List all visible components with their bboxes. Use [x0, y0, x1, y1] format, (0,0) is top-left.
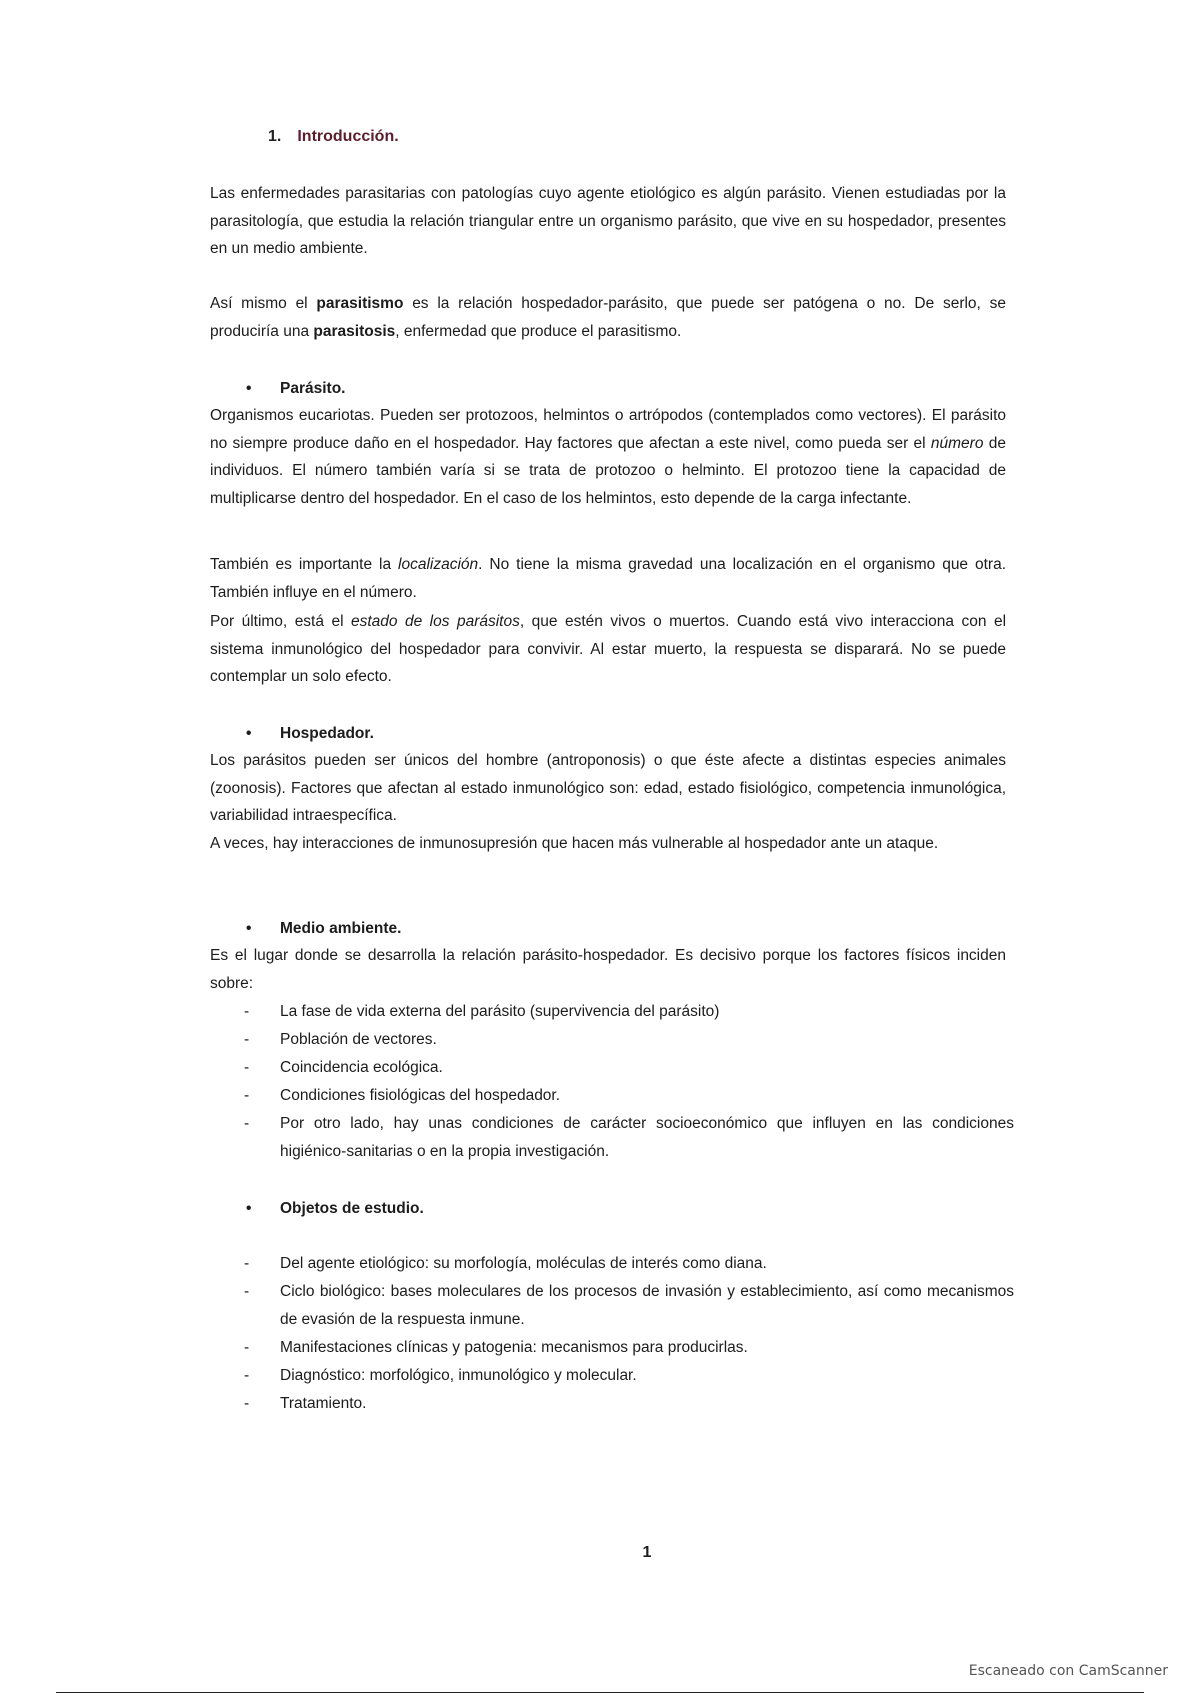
- intro-paragraph-2: Así mismo el parasitismo es la relación hospedador-parásito, que puede ser patógena o no. De serlo, se produciría una parasitosis, enfermedad que produce el parasitismo.: [210, 295, 1006, 340]
- medio-paragraph-1: Es el lugar donde se desarrolla la relación parásito-hospedador. Es decisivo porque los factores físicos inciden sobre:: [210, 947, 1006, 992]
- term-parasitismo: parasitismo: [316, 295, 404, 312]
- list-item: - Condiciones fisiológicas del hospedador.: [244, 1087, 561, 1104]
- bullet-hospedador-title: Hospedador.: [280, 725, 374, 742]
- section-heading: [268, 128, 399, 146]
- bullet-objetos-title: Objetos de estudio.: [280, 1200, 424, 1217]
- bullet-parasito-title: Parásito.: [280, 380, 346, 397]
- list-item: - La fase de vida externa del parásito (supervivencia del parásito): [244, 1003, 720, 1020]
- medio-factor-list: [244, 998, 1014, 1166]
- list-item: - Tratamiento.: [244, 1395, 367, 1412]
- list-item: - Diagnóstico: morfológico, inmunológico y molecular.: [244, 1367, 637, 1384]
- bullet-dot: •: [246, 1200, 252, 1217]
- parasito-paragraph-3: Por último, está el estado de los parásitos, que estén vivos o muertos. Cuando está vivo interacciona con el sistema inmunológico del hospedador para convivir. Al estar muerto, la respuesta se disparará. No se puede contemplar un solo efecto.: [210, 613, 1007, 685]
- bullet-medio-ambiente: [246, 920, 401, 938]
- list-item: - Por otro lado, hay unas condiciones de carácter socioeconómico que influyen en las condiciones higiénico-sanitarias o en la propia investigación.: [244, 1115, 1014, 1160]
- section-title: Introducción.: [297, 128, 399, 145]
- list-item: - Coincidencia ecológica.: [244, 1059, 443, 1076]
- bullet-dot: •: [246, 380, 252, 397]
- bottom-divider: [56, 1692, 1144, 1693]
- page-number: 1: [642, 1544, 652, 1561]
- bullet-objetos: [246, 1200, 424, 1218]
- term-parasitosis: parasitosis: [313, 322, 396, 340]
- hospedador-paragraph-2: A veces, hay interacciones de inmunosupresión que hacen más vulnerable al hospedador ante un ataque.: [210, 835, 939, 852]
- hospedador-paragraph-1: Los parásitos pueden ser únicos del hombre (antroponosis) o que éste afecte a distintas especies animales (zoonosis). Factores que afectan al estado inmunológico son: edad, estado fisiológico, competencia inmunológica, variabilidad intraespecífica.: [210, 752, 1006, 824]
- list-item: - Manifestaciones clínicas y patogenia: mecanismos para producirlas.: [244, 1339, 748, 1356]
- bullet-dot: •: [246, 725, 252, 742]
- bullet-dot: •: [246, 920, 252, 937]
- list-item: - Ciclo biológico: bases moleculares de los procesos de invasión y establecimiento, así como mecanismos de evasión de la respuesta inmune.: [244, 1283, 1014, 1328]
- list-item: - Del agente etiológico: su morfología, moléculas de interés como diana.: [244, 1255, 767, 1272]
- bullet-parasito: [246, 380, 345, 398]
- intro-paragraph-1: Las enfermedades parasitarias con patologías cuyo agente etiológico es algún parásito. Vienen estudiadas por la parasitología, que estudia la relación triangular entre un organismo parásito, que vive en su hospedador, presentes en un medio ambiente.: [210, 185, 1006, 257]
- section-number: 1.: [268, 128, 282, 145]
- list-item: - Población de vectores.: [244, 1031, 437, 1048]
- parasito-paragraph-2: También es importante la localización. No tiene la misma gravedad una localización en el organismo que otra. También influye en el número.: [210, 556, 1007, 601]
- bullet-hospedador: [246, 725, 374, 743]
- bullet-medio-title: Medio ambiente.: [280, 920, 402, 937]
- camscanner-watermark: Escaneado con CamScanner: [968, 1663, 1168, 1679]
- parasito-paragraph-1: Organismos eucariotas. Pueden ser protozoos, helmintos o artrópodos (contemplados como vectores). El parásito no siempre produce daño en el hospedador. Hay factores que afectan a este nivel, como pueda ser el número de individuos. El número también varía si se trata de protozoo o helminto. El protozoo tiene la capacidad de multiplicarse dentro del hospedador. En el caso de los helmintos, esto depende de la carga infectante.: [210, 407, 1006, 507]
- objetos-list: [244, 1250, 1014, 1418]
